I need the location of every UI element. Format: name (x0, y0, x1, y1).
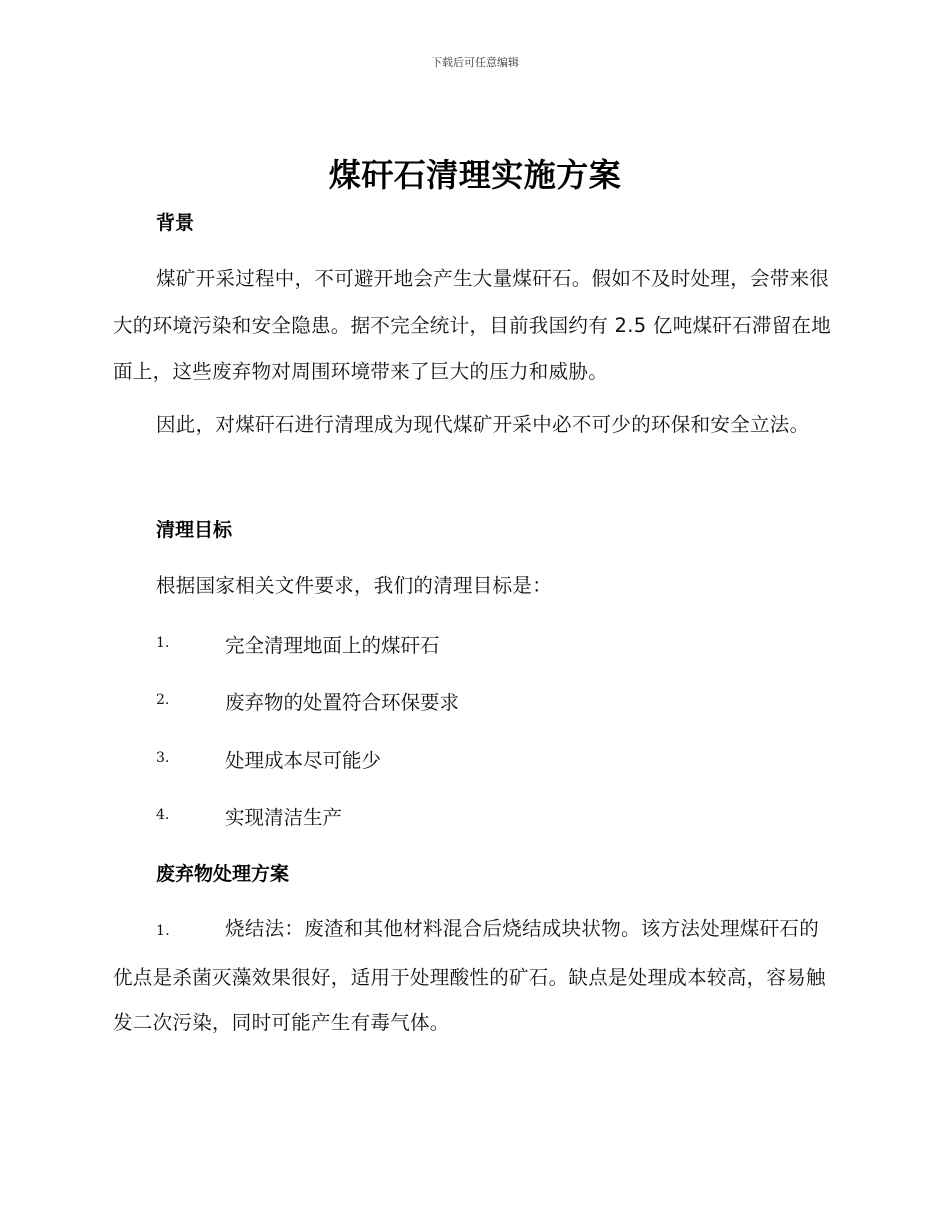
header-note: 下载后可任意编辑 (431, 56, 519, 69)
plan-item-number: 1. (156, 923, 170, 939)
list-item (113, 687, 833, 717)
list-item (113, 802, 833, 832)
list-item-text: 废弃物的处置符合环保要求 (225, 691, 460, 714)
list-item-number: 2. (156, 692, 170, 708)
list-item-number: 4. (156, 807, 170, 823)
section-heading-plan: 废弃物处理方案 (156, 863, 290, 885)
list-item-number: 3. (156, 750, 170, 766)
list-item (113, 630, 833, 660)
goals-intro-block (113, 563, 833, 610)
background-paragraph: 因此，对煤矸石进行清理成为现代煤矿开采中必不可少的环保和安全立法。 (156, 413, 810, 436)
plan-item-text: 烧结法：废渣和其他材料混合后烧结成块状物。该方法处理煤矸石的优点是杀菌灭藻效果很好，适用于处理酸性的矿石。缺点是处理成本较高，容易触发二次污染，同时可能产生有毒气体。 (113, 917, 826, 1034)
section-heading-goals: 清理目标 (156, 519, 233, 541)
section-goals (113, 515, 833, 542)
plan-item (113, 906, 833, 1046)
goals-intro: 根据国家相关文件要求，我们的清理目标是： (156, 574, 553, 597)
list-item-text: 实现清洁生产 (225, 806, 343, 829)
list-item (113, 745, 833, 775)
background-paragraph: 煤矿开采过程中，不可避开地会产生大量煤矸石。假如不及时处理，会带来很大的环境污染和安全隐患。据不完全统计，目前我国约有 2.5 亿吨煤矸石滞留在地面上，这些废弃物对周围环境带来了巨大的压力和威胁。 (113, 267, 832, 383)
list-item-text: 完全清理地面上的煤矸石 (225, 634, 440, 657)
section-plan (113, 859, 833, 886)
list-item-number: 1. (156, 635, 170, 651)
background-paragraph-2-block (113, 402, 833, 449)
document-title: 煤矸石清理实施方案 (328, 156, 622, 194)
plan-item-block (113, 906, 833, 1046)
background-paragraph-1-block (113, 256, 833, 396)
section-heading-background: 背景 (156, 212, 195, 234)
list-item-text: 处理成本尽可能少 (225, 749, 382, 772)
section-background (113, 208, 833, 235)
